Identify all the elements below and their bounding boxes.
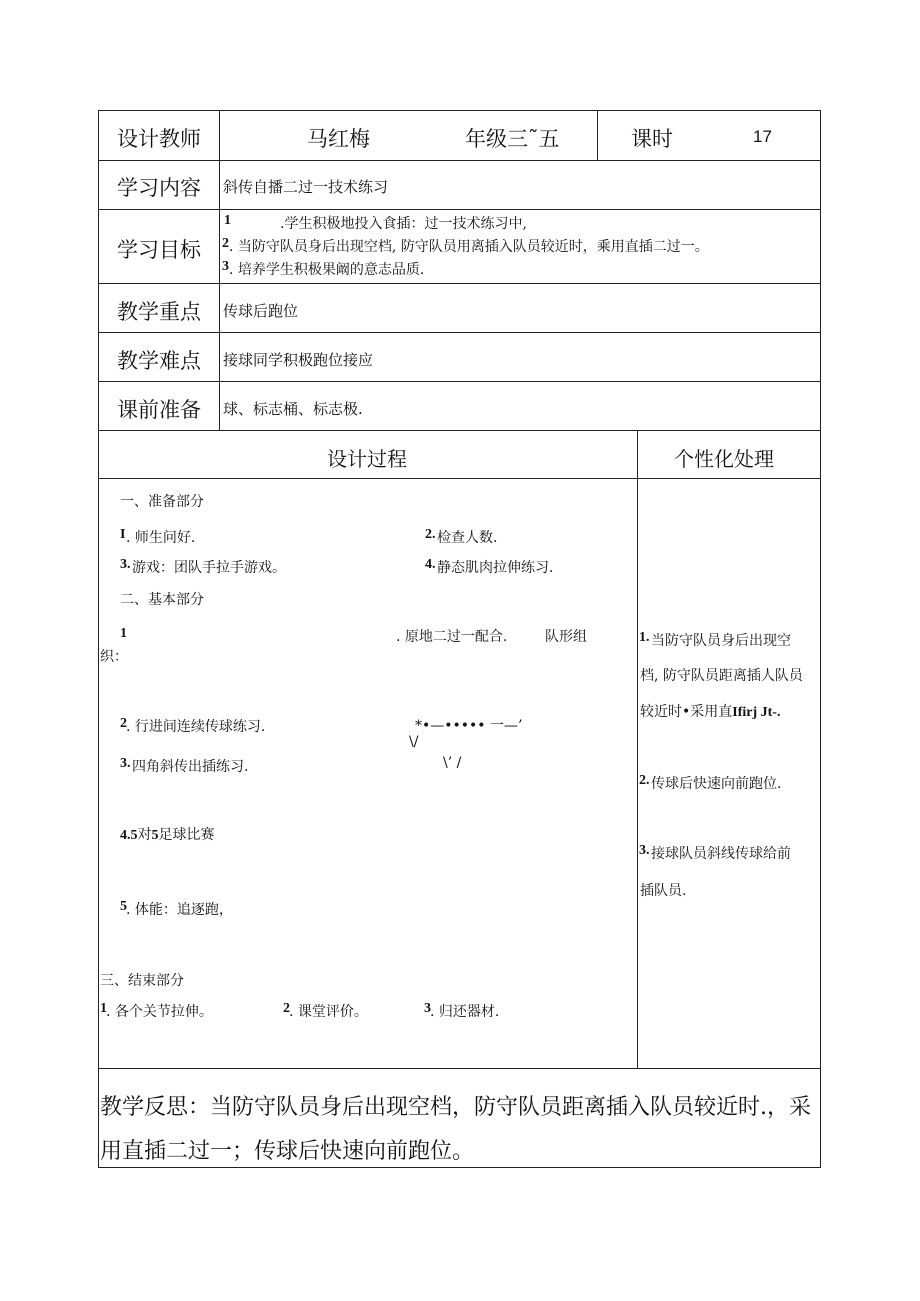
personal-1-number: 1. bbox=[639, 630, 650, 645]
goal-2-text: . 当防守队员身后出现空档, 防守队员用离插入队员较近时，乘用直插二过一。 bbox=[229, 239, 709, 255]
personal-3-line-1: 接球队员斜线传球给前 bbox=[651, 846, 791, 862]
goal-2-number: 2 bbox=[222, 236, 229, 251]
s2-item-1-formation-cont: 织： bbox=[100, 649, 128, 665]
s1-item-1-number: I bbox=[120, 527, 126, 542]
grade-label: 年级三˜五 bbox=[465, 127, 560, 151]
personal-column-divider bbox=[637, 430, 638, 1069]
table-border-bottom bbox=[98, 1167, 821, 1168]
s1-item-3-number: 3. bbox=[120, 557, 131, 572]
s1-item-1-text: . 师生问好. bbox=[126, 530, 196, 546]
s1-item-2-text: 检查人数. bbox=[437, 530, 498, 546]
hours-label: 课时 bbox=[631, 127, 673, 151]
personal-1-line-3-text: 较近时•采用直 bbox=[640, 704, 733, 720]
row-divider bbox=[98, 209, 821, 210]
personalization-heading: 个性化处理 bbox=[674, 447, 774, 471]
content-value: 斜传自播二过一技术练习 bbox=[223, 178, 389, 196]
personal-1-line-1: 当防守队员身后出现空 bbox=[651, 633, 791, 649]
s3-item-2-text: . 课堂评价。 bbox=[289, 1004, 368, 1020]
formation-diagram-line-2: \/ bbox=[409, 734, 419, 750]
row-divider bbox=[98, 332, 821, 333]
s2-item-4-mid: 对 bbox=[137, 827, 152, 843]
goal-label: 学习目标 bbox=[117, 238, 201, 262]
key-point-value: 传球后跑位 bbox=[223, 302, 299, 320]
section-2-title: 二、基本部分 bbox=[120, 592, 204, 608]
s3-item-3-text: . 归还器材. bbox=[430, 1004, 500, 1020]
goal-1-number: 1 bbox=[224, 213, 231, 228]
s2-item-5-number: 5 bbox=[120, 899, 127, 914]
table-border-left bbox=[98, 110, 99, 1168]
section-1-title: 一、准备部分 bbox=[120, 494, 204, 510]
goal-1-text: .学生积极地投入食插：过一技术练习中, bbox=[280, 216, 527, 232]
difficulty-label: 教学难点 bbox=[117, 349, 201, 373]
s2-item-1-formation: 队形组 bbox=[545, 629, 587, 645]
s2-item-1-number: 1 bbox=[120, 626, 127, 641]
hours-column-divider bbox=[597, 110, 598, 161]
row-divider bbox=[98, 430, 821, 431]
personal-2-text: 传球后快速向前跑位. bbox=[651, 776, 782, 792]
s1-item-3-text: 游戏：团队手拉手游戏。 bbox=[132, 560, 286, 576]
section-3-title: 三、结束部分 bbox=[100, 973, 184, 989]
s2-item-1-text: . 原地二过一配合. bbox=[396, 629, 508, 645]
row-divider bbox=[98, 478, 821, 479]
preparation-value: 球、标志桶、标志极. bbox=[223, 400, 363, 418]
difficulty-value: 接球同学积极跑位接应 bbox=[223, 351, 374, 369]
s3-item-2-number: 2 bbox=[283, 1001, 290, 1016]
goal-3-text: . 培养学生积极果阚的意志品质. bbox=[229, 262, 425, 278]
row-divider bbox=[98, 283, 821, 284]
row-divider bbox=[98, 1068, 821, 1069]
s2-item-4-text: 足球比赛 bbox=[158, 827, 215, 843]
hours-value: 17 bbox=[753, 127, 772, 146]
formation-diagram-line-1: *•—••••• 一—’ bbox=[415, 718, 523, 734]
s2-item-4 bbox=[120, 824, 215, 844]
goal-3-number: 3 bbox=[222, 259, 229, 274]
personal-3-number: 3. bbox=[639, 843, 650, 858]
label-column-divider bbox=[219, 110, 220, 431]
teacher-label: 设计教师 bbox=[117, 127, 201, 151]
personal-3-line-2: 插队员. bbox=[640, 883, 687, 899]
row-divider bbox=[98, 160, 821, 161]
s1-item-4-text: 静态肌肉拉伸练习. bbox=[437, 560, 554, 576]
content-label: 学习内容 bbox=[117, 176, 201, 200]
key-point-label: 教学重点 bbox=[117, 300, 201, 324]
s2-item-3-number: 3. bbox=[120, 756, 131, 771]
personal-1-line-3-bold: Ifirj Jt-. bbox=[732, 705, 781, 720]
s2-item-4-number-2: 5 bbox=[151, 828, 159, 843]
formation-diagram-line-3: \’ / bbox=[443, 755, 462, 771]
s2-item-2-number: 2 bbox=[120, 716, 127, 731]
personal-2-number: 2. bbox=[639, 773, 650, 788]
teacher-name: 马红梅 bbox=[307, 127, 370, 151]
s1-item-4-number: 4. bbox=[425, 557, 436, 572]
preparation-label: 课前准备 bbox=[117, 398, 201, 422]
s3-item-3-number: 3 bbox=[424, 1001, 431, 1016]
s2-item-5-text: . 体能：追逐跑， bbox=[126, 902, 233, 918]
table-border-right bbox=[820, 110, 821, 1168]
reflection-line-2: 用直插二过一；传球后快速向前跑位。 bbox=[100, 1139, 475, 1164]
s3-item-1-number: 1 bbox=[100, 1001, 107, 1016]
s3-item-1-text: . 各个关节拉伸。 bbox=[106, 1004, 213, 1020]
row-divider bbox=[98, 381, 821, 382]
design-process-heading: 设计过程 bbox=[327, 447, 407, 471]
s2-item-3-text: 四角斜传出插练习. bbox=[132, 759, 249, 775]
s2-item-2-text: . 行进间连续传球练习. bbox=[126, 719, 266, 735]
s1-item-2-number: 2. bbox=[425, 527, 436, 542]
personal-1-line-3 bbox=[640, 701, 780, 721]
reflection-line-1: 教学反思：当防守队员身后出现空档，防守队员距离插入队员较近时.，采 bbox=[100, 1095, 811, 1120]
personal-1-line-2: 档, 防守队员距离插人队员 bbox=[640, 668, 803, 684]
s2-item-4-number: 4.5 bbox=[120, 828, 138, 843]
table-border-top bbox=[98, 110, 821, 111]
